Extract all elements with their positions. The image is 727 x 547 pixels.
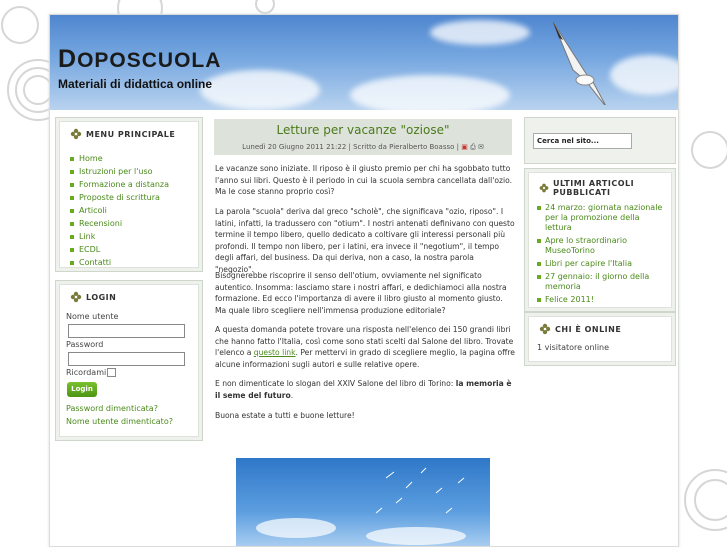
remember-checkbox[interactable] xyxy=(107,368,116,377)
seagull-icon xyxy=(545,20,615,105)
menu-item-istruzioni[interactable]: Istruzioni per l'uso xyxy=(70,165,169,178)
menu-item-ecdl[interactable]: ECDL xyxy=(70,243,169,256)
menu-item-home[interactable]: Home xyxy=(70,152,169,165)
main-menu-list xyxy=(70,152,169,269)
menu-item-formazione[interactable]: Formazione a distanza xyxy=(70,178,169,191)
latest-item-1[interactable]: 24 marzo: giornata nazionale per la promozione della lettura xyxy=(537,203,665,233)
forgot-username-link[interactable]: Nome utente dimenticato? xyxy=(66,417,173,426)
main-menu-module xyxy=(55,117,203,272)
print-icon[interactable]: ⎙ xyxy=(470,143,476,151)
flower-icon xyxy=(70,128,82,140)
latest-item-2[interactable]: Apre lo straordinario MuseoTorino xyxy=(537,236,665,256)
forgot-password-link[interactable]: Password dimenticata? xyxy=(66,404,158,413)
article-paragraph-1: Le vacanze sono iniziate. Il riposo è il giusto premio per chi ha sgobbato tutto l'anno sui libri. Questo è il periodo in cui la scuola sembra cancellata dall'ozio. Ma le cose stanno proprio così? xyxy=(215,164,513,196)
article-paragraph-3: Bisognerebbe riscoprire il senso dell'otium, ovviamente nel significato autentico. Insomma: lasciamo stare i nostri affari, e dedichiamoci alla nostra formazione. Ed ecco l'importanza di avere il libro giusto al momento giusto. Ma quale libro scegliere nell'immensa produzione editoriale? xyxy=(215,271,507,315)
online-module xyxy=(524,312,676,366)
article-paragraph-5: E non dimenticate lo slogan del XXIV Salone del libro di Torino: la memoria è il seme del futuro. xyxy=(215,379,512,400)
search-input[interactable]: Cerca nel sito... xyxy=(533,133,632,149)
menu-item-articoli[interactable]: Articoli xyxy=(70,204,169,217)
questo-link[interactable]: questo link xyxy=(253,348,296,357)
latest-item-4[interactable]: 27 gennaio: il giorno della memoria xyxy=(537,272,665,292)
site-tagline: Materiali di didattica online xyxy=(58,77,213,91)
login-button[interactable]: Login xyxy=(67,382,97,397)
article-paragraph-4: A questa domanda potete trovare una risposta nell'elenco dei 150 grandi libri che hanno fatto l'Italia, così come sono stati scelti dal Salone del libro. Trovate l'elenco a questo link. Per mettervi in grado di scegliere meglio, la pagina offre alcune informazioni sugli autori e sulle relative opere. xyxy=(215,325,515,369)
password-input[interactable] xyxy=(68,352,185,366)
menu-item-contatti[interactable]: Contatti xyxy=(70,256,169,269)
article-meta: Lunedì 20 Giugno 2011 21:22 | Scritto da Pieralberto Boasso | ▣ ⎙ ✉ xyxy=(242,143,484,151)
password-label: Password xyxy=(66,340,104,349)
latest-item-3[interactable]: Libri per capire l'Italia xyxy=(537,259,665,269)
login-module xyxy=(55,280,203,441)
pdf-icon[interactable]: ▣ xyxy=(461,143,468,151)
article-header xyxy=(214,119,512,155)
menu-item-link[interactable]: Link xyxy=(70,230,169,243)
online-title: CHI È ONLINE xyxy=(539,323,621,335)
article-title[interactable]: Letture per vacanze "oziose" xyxy=(276,123,450,137)
menu-item-proposte[interactable]: Proposte di scrittura xyxy=(70,191,169,204)
latest-articles-module xyxy=(524,168,676,312)
flower-icon xyxy=(539,182,549,194)
latest-articles-list xyxy=(537,203,665,308)
flower-icon xyxy=(539,323,551,335)
latest-item-5[interactable]: Felice 2011! xyxy=(537,295,665,305)
email-icon[interactable]: ✉ xyxy=(477,143,484,151)
page-container xyxy=(49,14,679,547)
dandelion-icon xyxy=(236,458,490,546)
site-logo[interactable]: DOPOSCUOLA xyxy=(58,45,222,73)
flower-icon xyxy=(70,291,82,303)
username-input[interactable] xyxy=(68,324,185,338)
article-paragraph-2: La parola "scuola" deriva dal greco "scholè", che significava "ozio, riposo". I latini, infatti, la tradussero con "otium". I nostri antenati definivano con questo termine il tempo libero, quello dedicato a coltivare gli interessi personali più profondi. Il tempo non libero, per i latini, era invece il "negotium", il tempo degli affari, del business. Da qui deriva, non a caso, la nostra parola "negozio". xyxy=(215,207,515,274)
latest-articles-title: ULTIMI ARTICOLI PUBBLICATI xyxy=(539,179,671,197)
article-paragraph-6: Buona estate a tutti e buone letture! xyxy=(215,411,355,420)
header-banner xyxy=(50,15,678,110)
main-menu-title: MENU PRINCIPALE xyxy=(70,128,175,140)
dandelion-photo xyxy=(236,458,490,546)
remember-label: Ricordami xyxy=(66,368,107,377)
username-label: Nome utente xyxy=(66,312,119,321)
login-title: LOGIN xyxy=(70,291,116,303)
online-count: 1 visitatore online xyxy=(537,343,610,352)
menu-item-recensioni[interactable]: Recensioni xyxy=(70,217,169,230)
search-module xyxy=(524,117,676,164)
